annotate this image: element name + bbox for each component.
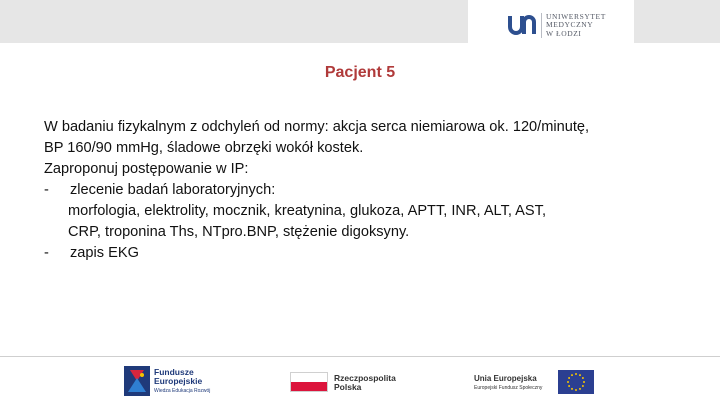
body-line: Zaproponuj postępowanie w IP: xyxy=(44,161,249,177)
body-line: W badaniu fizykalnym z odchyleń od normy: akcja serca niemiarowa ok. 120/minutę, xyxy=(44,119,590,135)
rp-line: Polska xyxy=(334,382,362,392)
university-logo-text xyxy=(546,13,606,38)
fundusze-tagline: Wiedza Edukacja Rozwój xyxy=(154,388,211,394)
logo-separator xyxy=(541,13,542,38)
fundusze-europejskie-logo xyxy=(124,364,234,398)
rzeczpospolita-polska-logo xyxy=(290,364,410,398)
eu-flag-icon xyxy=(558,370,594,394)
lab-list-line: CRP, troponina Ths, NTpro.BNP, stężenie digoksyny. xyxy=(68,224,410,240)
body-line: BP 160/90 mmHg, śladowe obrzęki wokół kostek. xyxy=(44,140,364,156)
fundusze-line: Fundusze xyxy=(154,367,194,377)
lab-list-line: morfologia, elektrolity, mocznik, kreatynina, glukoza, APTT, INR, ALT, AST, xyxy=(68,203,546,219)
bullet-dash: - xyxy=(44,182,49,198)
logo-line: UNIWERSYTET xyxy=(546,12,606,21)
bullet-text: zlecenie badań laboratoryjnych: xyxy=(70,182,276,198)
university-logo-mark-icon xyxy=(508,13,538,35)
logo-line: MEDYCZNY xyxy=(546,20,594,30)
fundusze-europejskie-mark-icon xyxy=(124,366,150,396)
slide-title: Pacjent 5 xyxy=(324,64,396,81)
bullet-item xyxy=(44,243,704,264)
ue-subline: Europejski Fundusz Społeczny xyxy=(474,385,543,391)
unia-europejska-logo xyxy=(474,364,596,398)
fundusze-line: Europejskie xyxy=(154,376,203,386)
bullet-dash: - xyxy=(44,245,49,261)
bullet-text: zapis EKG xyxy=(70,245,139,261)
ue-line: Unia Europejska xyxy=(474,374,537,383)
university-logo xyxy=(468,0,634,43)
footer-divider xyxy=(0,356,720,357)
bullet-item xyxy=(44,180,704,201)
rp-line: Rzeczpospolita xyxy=(334,373,396,383)
logo-line: W ŁODZI xyxy=(546,28,582,38)
polish-flag-icon xyxy=(290,372,328,392)
slide-body xyxy=(44,117,704,264)
